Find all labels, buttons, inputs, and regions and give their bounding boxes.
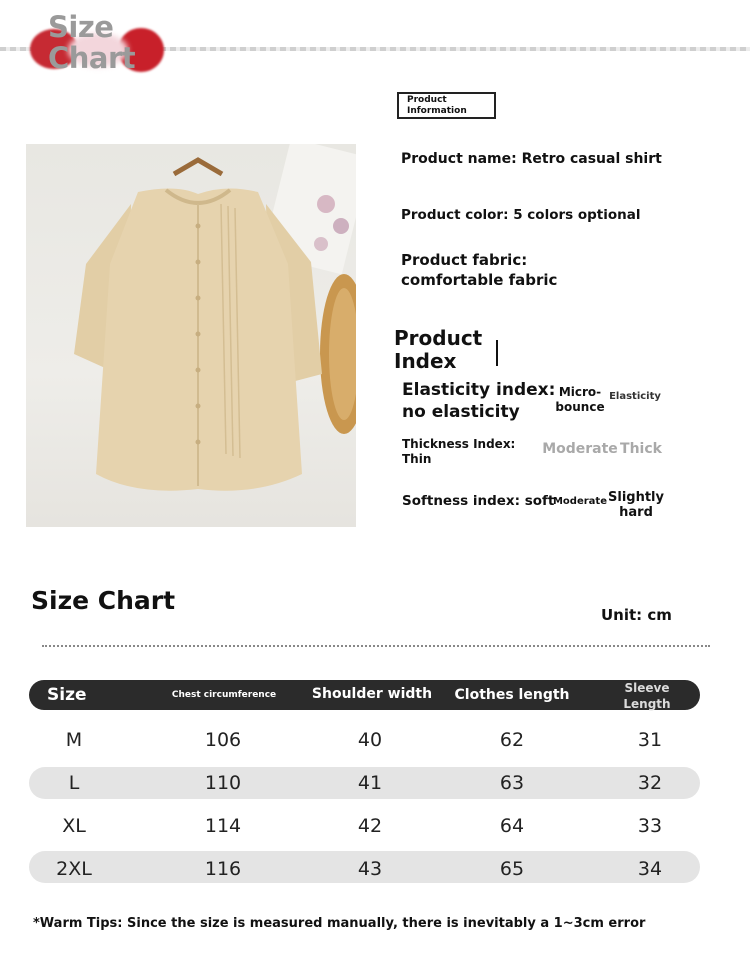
- cell-size: L: [68, 772, 80, 794]
- elasticity-index-label: [402, 379, 555, 423]
- product-index-bar: [496, 340, 498, 366]
- cell-shoulder: 43: [357, 858, 383, 880]
- header-sleeve-line1: Sleeve: [624, 681, 670, 695]
- cell-size: 2XL: [56, 858, 92, 880]
- cell-sleeve: 33: [637, 815, 663, 837]
- product-fabric: [401, 250, 557, 290]
- product-fabric-line2: comfortable fabric: [401, 271, 558, 289]
- thickness-option-moderate: Moderate: [542, 441, 618, 457]
- product-photo: [26, 144, 356, 527]
- size-chart-title: Size Chart: [31, 586, 176, 615]
- cell-length: 65: [499, 858, 525, 880]
- product-index-title: [394, 327, 482, 373]
- softness-option-slightly-line1: Slightly: [608, 490, 664, 505]
- softness-option-slightly-line2: hard: [619, 505, 653, 520]
- product-fabric-line1: Product fabric:: [401, 251, 528, 269]
- header-size: Size: [47, 685, 87, 705]
- softness-index-label: Softness index: soft: [402, 493, 555, 509]
- product-name: Product name: Retro casual shirt: [401, 151, 662, 167]
- cell-chest: 116: [204, 858, 242, 880]
- header-sleeve-line2: Length: [623, 697, 671, 711]
- elasticity-index-line1: Elasticity index:: [402, 380, 556, 400]
- product-information-badge: [397, 92, 496, 119]
- cell-size: M: [65, 729, 83, 751]
- hanger: [174, 160, 222, 174]
- cell-size: XL: [62, 815, 86, 837]
- flower-prop: [333, 218, 349, 234]
- badge-line2: Information: [407, 106, 467, 116]
- cell-length: 63: [499, 772, 525, 794]
- header-chest: Chest circumference: [171, 690, 277, 700]
- cell-chest: 114: [204, 815, 242, 837]
- elasticity-option-micro-line2: bounce: [555, 400, 605, 414]
- thickness-index-line2: Thin: [402, 452, 432, 466]
- cell-sleeve: 34: [637, 858, 663, 880]
- badge-line1: Product: [407, 95, 447, 105]
- thickness-index-label: [402, 437, 515, 467]
- flower-prop: [317, 195, 335, 213]
- cell-sleeve: 31: [637, 729, 663, 751]
- cell-sleeve: 32: [637, 772, 663, 794]
- thickness-option-thick: Thick: [620, 441, 662, 457]
- elasticity-option-micro-bounce: [552, 385, 608, 415]
- warm-tips: *Warm Tips: Since the size is measured manually, there is inevitably a 1~3cm error: [33, 916, 646, 931]
- elasticity-option-micro-line1: Micro-: [558, 385, 602, 399]
- header-clothes-length: Clothes length: [454, 687, 570, 703]
- cell-length: 64: [499, 815, 525, 837]
- cell-shoulder: 41: [357, 772, 383, 794]
- header-title-line1: Size: [48, 10, 114, 44]
- flower-prop: [314, 237, 328, 251]
- cell-shoulder: 42: [357, 815, 383, 837]
- product-index-title-line1: Product: [394, 326, 483, 350]
- size-table-header: [29, 680, 700, 710]
- size-chart-divider: [42, 645, 710, 647]
- product-color: Product color: 5 colors optional: [401, 207, 641, 223]
- header-sleeve-length: [607, 680, 687, 712]
- header-title-line2: Chart: [48, 41, 136, 75]
- size-chart-unit: Unit: cm: [601, 606, 672, 624]
- softness-option-moderate: Moderate: [552, 496, 607, 507]
- cell-chest: 106: [204, 729, 242, 751]
- product-index-title-line2: Index: [394, 349, 457, 373]
- cell-length: 62: [499, 729, 525, 751]
- cell-shoulder: 40: [357, 729, 383, 751]
- header-title: [48, 12, 135, 74]
- elasticity-option-elasticity: Elasticity: [609, 391, 661, 402]
- header-shoulder: Shoulder width: [311, 686, 433, 702]
- elasticity-index-line2: no elasticity: [402, 402, 520, 422]
- thickness-index-line1: Thickness Index:: [402, 437, 516, 451]
- cell-chest: 110: [204, 772, 242, 794]
- softness-option-slightly-hard: [606, 490, 666, 520]
- shirt-illustration: [26, 144, 356, 527]
